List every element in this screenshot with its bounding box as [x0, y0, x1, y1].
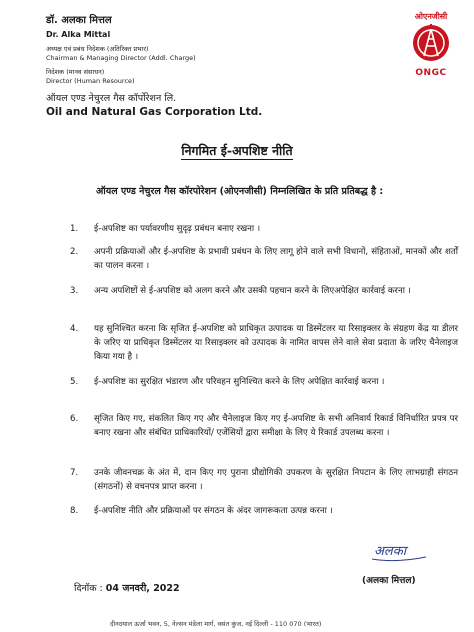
item-text: ई-अपशिष्ट का सुरक्षित भंडारण और परिवहन सुनिश्चित करने के लिए अपेक्षित कार्रवाई करना ।: [94, 377, 385, 387]
handwritten-signature: [366, 537, 446, 565]
item-number: 4.: [70, 324, 79, 334]
signatory-name: (अलका मित्तल): [362, 576, 416, 586]
item-text: यह सुनिश्चित करना कि सृजित ई-अपशिष्ट को प्राधिकृत उत्पादक या डिस्मेंटलर या रिसाइक्लर के संग्रहण केंद्र या डीलर के जरिए या प्राधिकृत डिस्मेंटलर या रिसाइक्लर को उत्पादक के नामित वापस लेने वाले सेवा प्रदाता के जरिए चैनेलाइज किया गया है ।: [94, 324, 458, 362]
date-label: दिनॉक :: [74, 583, 103, 594]
item-number: 1.: [70, 224, 79, 234]
letterhead: [46, 14, 376, 119]
official-name-english: Dr. Alka Mittal: [46, 30, 111, 39]
policy-title-text: निगमित ई-अपशिष्ट नीति: [181, 143, 293, 158]
policy-title: [0, 142, 474, 159]
company-name-english: Oil and Natural Gas Corporation Ltd.: [46, 106, 263, 118]
item-number: 8.: [70, 506, 79, 516]
logo-text-hindi: ओएनजीसी: [414, 12, 448, 21]
item-text: अपनी प्रक्रियाओं और ई-अपशिष्ट के प्रभावी प्रबंधन के लिए लागू होने वाले सभी विधानों, संहिताओं, मानकों और शर्तों का पालन करना ।: [94, 247, 458, 271]
date-value: 04 जनवरी, 2022: [105, 583, 180, 594]
department-english: Director (Human Resource): [46, 77, 135, 85]
official-title-hindi: अध्यक्ष एवं प्रबंध निदेशक (अतिरिक्त प्रभार): [46, 45, 149, 53]
official-title-english: Chairman & Managing Director (Addl. Charge): [46, 54, 196, 62]
department-hindi: निदेशक (मानव संसाधन): [46, 68, 105, 76]
item-number: 2.: [70, 247, 79, 257]
signature-scribble: अलका: [374, 544, 407, 559]
item-number: 3.: [70, 286, 79, 296]
item-text: उनके जीवनचक्र के अंत में, दान किए गए पुराना प्रौद्योगिकी उपकरण के सुरक्षित निपटान के लिए लाभग्राही संगठन (संगठनों) से वचनपत्र प्राप्त करना ।: [94, 468, 458, 492]
item-text: अन्य अपशिष्टों से ई-अपशिष्ट को अलग करने और उसकी पहचान करने के लिएअपेक्षित कार्रवाई करना ।: [94, 286, 411, 296]
item-number: 7.: [70, 468, 79, 478]
logo-text-english: ONGC: [415, 68, 447, 78]
item-text: ई-अपशिष्ट का पर्यावरणीय सुदृढ़ प्रबंधन बनाए रखना ।: [94, 224, 261, 234]
commitment-statement: ऑयल एण्ड नेचुरल गैस कॉरपोरेशन (ओएनजीसी) निम्नलिखित के प्रति प्रतिबद्ध है :: [96, 186, 384, 197]
ongc-logo: [402, 12, 460, 76]
date-line: [74, 581, 180, 594]
item-number: 6.: [70, 414, 79, 424]
item-text: सृजित किए गए, संकलित किए गए और चैनेलाइज किए गए ई-अपशिष्ट के सभी अनिवार्य रिकार्ड विनिर्धारित प्रपत्र पर बनाए रखना और संबंधित प्राधिकारियों/ एजेंसियों द्वारा समीक्षा के लिए ये रिकार्ड उपलब्ध करना ।: [94, 414, 458, 438]
ongc-emblem-icon: [402, 22, 460, 64]
company-name-hindi: ऑयल एण्ड नेचुरल गैस कॉर्पोरेशन लि.: [46, 93, 177, 104]
official-name-hindi: डॉ. अलका मित्तल: [46, 15, 112, 26]
footer-address: दीनदयाल ऊर्जा भवन, 5, नेल्सन मंडेला मार्ग, वसंत कुंज, नई दिल्ली - 110 070 (भारत): [110, 620, 322, 628]
item-text: ई-अपशिष्ट नीति और प्रक्रियाओं पर संगठन के अंदर जागरूकता उत्पन्न करना ।: [94, 506, 333, 516]
item-number: 5.: [70, 377, 79, 387]
